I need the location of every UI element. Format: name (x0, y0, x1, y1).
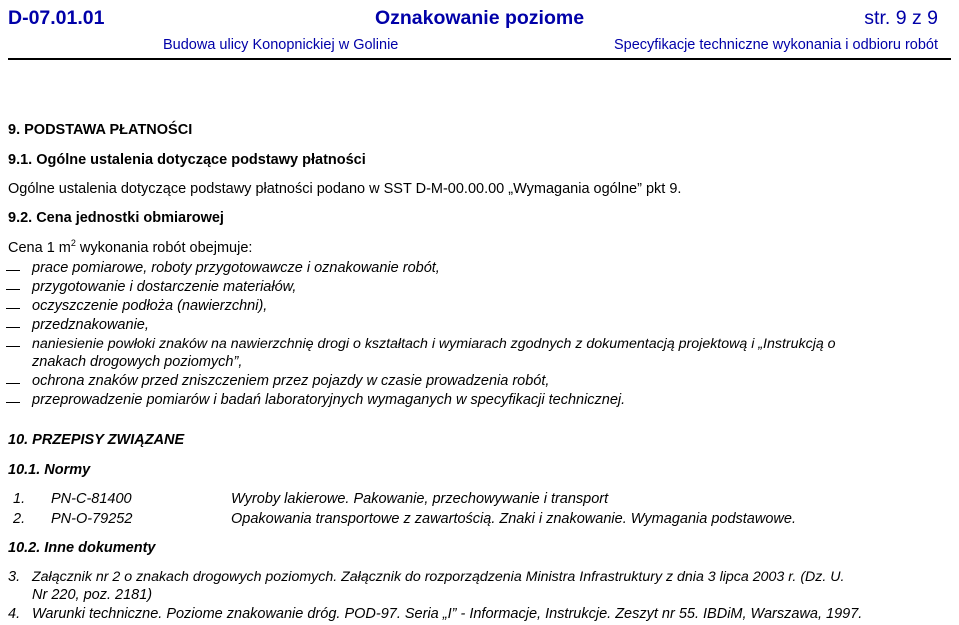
intro-text-b: wykonania robót obejmuje: (75, 240, 253, 256)
norm-title: Wyroby lakierowe. Pakowanie, przechowywanie i transport (231, 491, 609, 507)
section-9-1-text: Ogólne ustalenia dotyczące podstawy płatności podano w SST D-M-00.00.00 „Wymagania ogólne” pkt 9. (8, 181, 682, 197)
list-dash (6, 346, 20, 347)
list-item: prace pomiarowe, roboty przygotowawcze i oznakowanie robót, (32, 260, 440, 276)
list-dash (6, 383, 20, 384)
section-9-2-intro (8, 240, 252, 256)
list-item: przedznakowanie, (32, 317, 149, 333)
list-dash (6, 289, 20, 290)
section-10-2-heading: 10.2. Inne dokumenty (8, 540, 156, 556)
norm-number: 1. (13, 491, 26, 507)
list-item: naniesienie powłoki znaków na nawierzchnię drogi o kształtach i wymiarach zgodnych z dokumentacją projektową i „Instrukcją o (32, 336, 836, 352)
page-number: str. 9 z 9 (864, 7, 938, 29)
document-title: Oznakowanie poziome (374, 7, 585, 29)
norm-number: 2. (13, 511, 26, 527)
doc-text-continuation: Nr 220, poz. 2181) (32, 587, 153, 603)
section-9-2-heading: 9.2. Cena jednostki obmiarowej (8, 210, 224, 226)
section-10-1-heading: 10.1. Normy (8, 462, 91, 478)
intro-superscript: 2 (70, 238, 76, 248)
document-code: D-07.01.01 (8, 7, 105, 29)
list-item: przygotowanie i dostarczenie materiałów, (32, 279, 297, 295)
doc-text: Warunki techniczne. Poziome znakowanie dróg. POD-97. Seria „I” - Informacje, Instrukcje. Zeszyt nr 55. IBDiM, Warszawa, 1997. (32, 606, 863, 622)
list-item: oczyszczenie podłoża (nawierzchni), (32, 298, 268, 314)
section-9-1-heading: 9.1. Ogólne ustalenia dotyczące podstawy płatności (8, 152, 366, 168)
doc-number: 4. (8, 606, 21, 622)
norm-code: PN-O-79252 (51, 511, 133, 527)
doc-text: Załącznik nr 2 o znakach drogowych poziomych. Załącznik do rozporządzenia Ministra Infrastruktury z dnia 3 lipca 2003 r. (Dz. U. (32, 569, 845, 585)
norm-title: Opakowania transportowe z zawartością. Znaki i znakowanie. Wymagania podstawowe. (231, 511, 796, 527)
spec-name: Specyfikacje techniczne wykonania i odbioru robót (613, 37, 938, 53)
list-item: ochrona znaków przed zniszczeniem przez pojazdy w czasie prowadzenia robót, (32, 373, 550, 389)
page-subheader (8, 37, 951, 57)
header-divider (8, 58, 951, 60)
intro-text-a: Cena 1 m (8, 240, 71, 256)
page-header (8, 5, 951, 31)
list-dash (6, 402, 20, 403)
project-name: Budowa ulicy Konopnickiej w Golinie (163, 37, 399, 53)
section-9-heading: 9. PODSTAWA PŁATNOŚCI (8, 122, 193, 138)
list-dash (6, 270, 20, 271)
list-dash (6, 327, 20, 328)
section-10-heading: 10. PRZEPISY ZWIĄZANE (8, 432, 185, 448)
list-dash (6, 308, 20, 309)
list-item-continuation: znakach drogowych poziomych”, (32, 354, 243, 370)
norm-code: PN-C-81400 (51, 491, 132, 507)
doc-number: 3. (8, 569, 21, 585)
list-item: przeprowadzenie pomiarów i badań laboratoryjnych wymaganych w specyfikacji technicznej. (32, 392, 626, 408)
